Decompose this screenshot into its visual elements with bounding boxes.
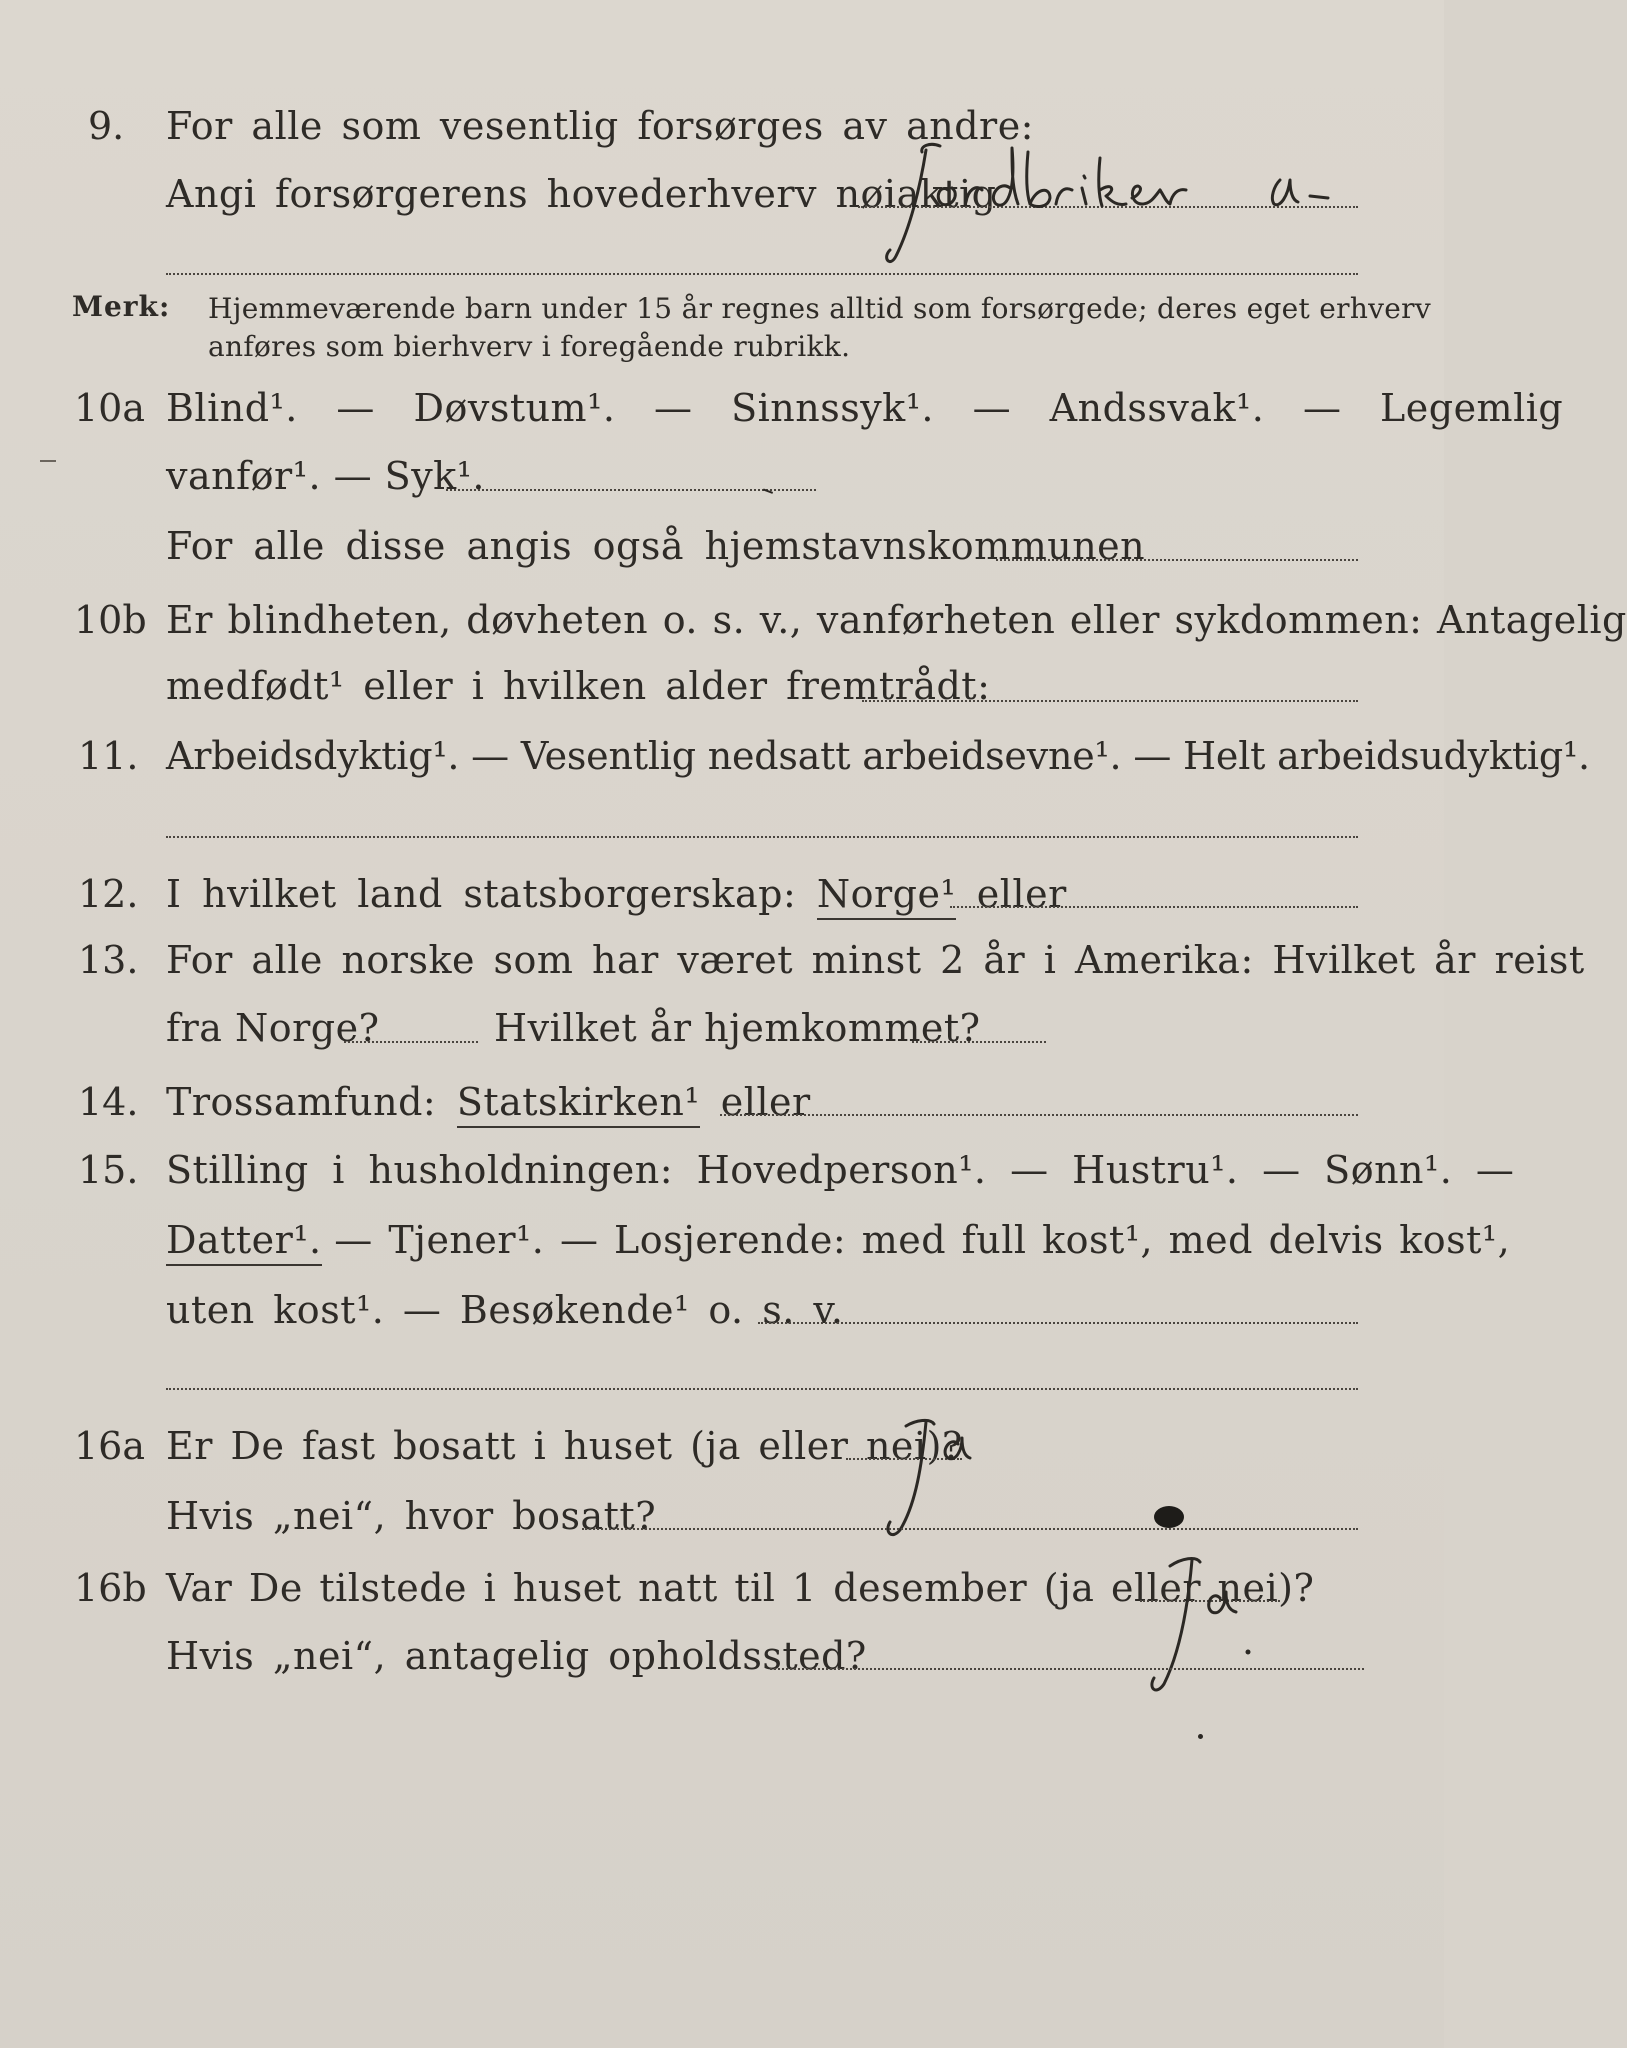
item-13-fra-norge-answer-line xyxy=(344,1041,478,1043)
item-13-line-1: For alle norske som har været minst 2 år i Amerika: Hvilket år reist xyxy=(166,938,1585,982)
item-15-extra-answer-line xyxy=(166,1388,1358,1390)
item-12-line xyxy=(166,872,1067,916)
item-15-number: 15. xyxy=(78,1148,139,1192)
item-10b-line-2: medfødt¹ eller i hvilken alder fremtrådt: xyxy=(166,664,991,708)
item-10a-line-2: vanfør¹. — Syk¹. xyxy=(166,454,486,498)
merk-line-1: Hjemmeværende barn under 15 år regnes alltid som forsørgede; deres eget erhverv xyxy=(208,292,1431,325)
item-10a-line-1: Blind¹. — Døvstum¹. — Sinnssyk¹. — Andssvak¹. — Legemlig xyxy=(166,386,1564,430)
item-16a-number: 16a xyxy=(74,1424,146,1468)
item-16b-handwritten-ja xyxy=(1120,1544,1260,1704)
merk-label: Merk: xyxy=(72,290,171,323)
item-13-number: 13. xyxy=(78,938,139,982)
item-12-underlined-norge: Norge¹ xyxy=(817,872,956,920)
merk-line-2: anføres som bierhverv i foregående rubrikk. xyxy=(208,330,851,363)
item-14-line xyxy=(166,1080,811,1124)
item-10a-number: 10a xyxy=(74,386,146,430)
item-16a-line-2: Hvis „nei“, hvor bosatt? xyxy=(166,1494,657,1538)
stray-dash-mark xyxy=(40,460,56,462)
item-16b-line-2: Hvis „nei“, antagelig opholdssted? xyxy=(166,1634,867,1678)
item-15-line-3: uten kost¹. — Besøkende¹ o. s. v. xyxy=(166,1288,844,1332)
stray-dot-mark xyxy=(1198,1734,1203,1739)
item-11-number: 11. xyxy=(78,734,139,778)
item-10b-line-1: Er blindheten, døvheten o. s. v., vanførheten eller sykdommen: Antagelig xyxy=(166,598,1627,642)
ink-blot xyxy=(1154,1506,1184,1528)
item-15-answer-line xyxy=(758,1322,1358,1324)
item-16b-oppholdssted-answer-line xyxy=(770,1668,1364,1670)
item-14-answer-line xyxy=(720,1114,1358,1116)
item-10b-answer-line xyxy=(862,700,1358,702)
item-14-eller: eller xyxy=(720,1080,811,1124)
item-9-number: 9. xyxy=(88,104,125,148)
item-10a-syk-answer-line xyxy=(446,489,816,491)
item-15-line-2 xyxy=(166,1218,1510,1262)
item-12-eller: eller xyxy=(976,872,1067,916)
item-14-prompt: Trossamfund: xyxy=(166,1080,437,1124)
item-16a-handwritten-ja xyxy=(870,1404,980,1544)
item-15-line-1: Stilling i husholdningen: Hovedperson¹. — Hustru¹. — Sønn¹. — xyxy=(166,1148,1515,1192)
item-14-number: 14. xyxy=(78,1080,139,1124)
item-9-handwritten-answer xyxy=(860,118,1380,268)
item-13-hjemkommet: Hvilket år hjemkommet? xyxy=(494,1006,981,1050)
item-11-line-1: Arbeidsdyktig¹. — Vesentlig nedsatt arbeidsevne¹. — Helt arbeidsudyktig¹. xyxy=(166,734,1590,778)
item-16a-line-1: Er De fast bosatt i huset (ja eller nei)? xyxy=(166,1424,963,1468)
item-16b-number: 16b xyxy=(74,1566,147,1610)
item-16b-line-1: Var De tilstede i huset natt til 1 desember (ja eller nei)? xyxy=(166,1566,1315,1610)
item-12-answer-line xyxy=(950,906,1358,908)
item-13-hjemkommet-answer-line xyxy=(912,1041,1046,1043)
item-10a-hjemstavn-answer-line xyxy=(996,559,1358,561)
item-9-line-1: For alle som vesentlig forsørges av andre: xyxy=(166,104,1034,148)
item-10b-number: 10b xyxy=(74,598,147,642)
item-14-underlined-statskirken: Statskirken¹ xyxy=(457,1080,700,1128)
item-9-separator-line xyxy=(166,273,1358,275)
item-12-number: 12. xyxy=(78,872,139,916)
item-9-line-2: Angi forsørgerens hovederhverv nøiaktig xyxy=(166,172,997,216)
item-13-fra-norge: fra Norge? xyxy=(166,1006,380,1050)
item-11-answer-line xyxy=(166,836,1358,838)
item-15-underlined-datter: Datter¹. xyxy=(166,1218,322,1266)
item-16a-hvor-answer-line xyxy=(582,1528,1358,1530)
item-15-line-2-rest: — Tjener¹. — Losjerende: med full kost¹, med delvis kost¹, xyxy=(334,1218,1511,1262)
item-12-prompt: I hvilket land statsborgerskap: xyxy=(166,872,797,916)
item-10a-line-3: For alle disse angis også hjemstavnskommunen xyxy=(166,524,1146,568)
